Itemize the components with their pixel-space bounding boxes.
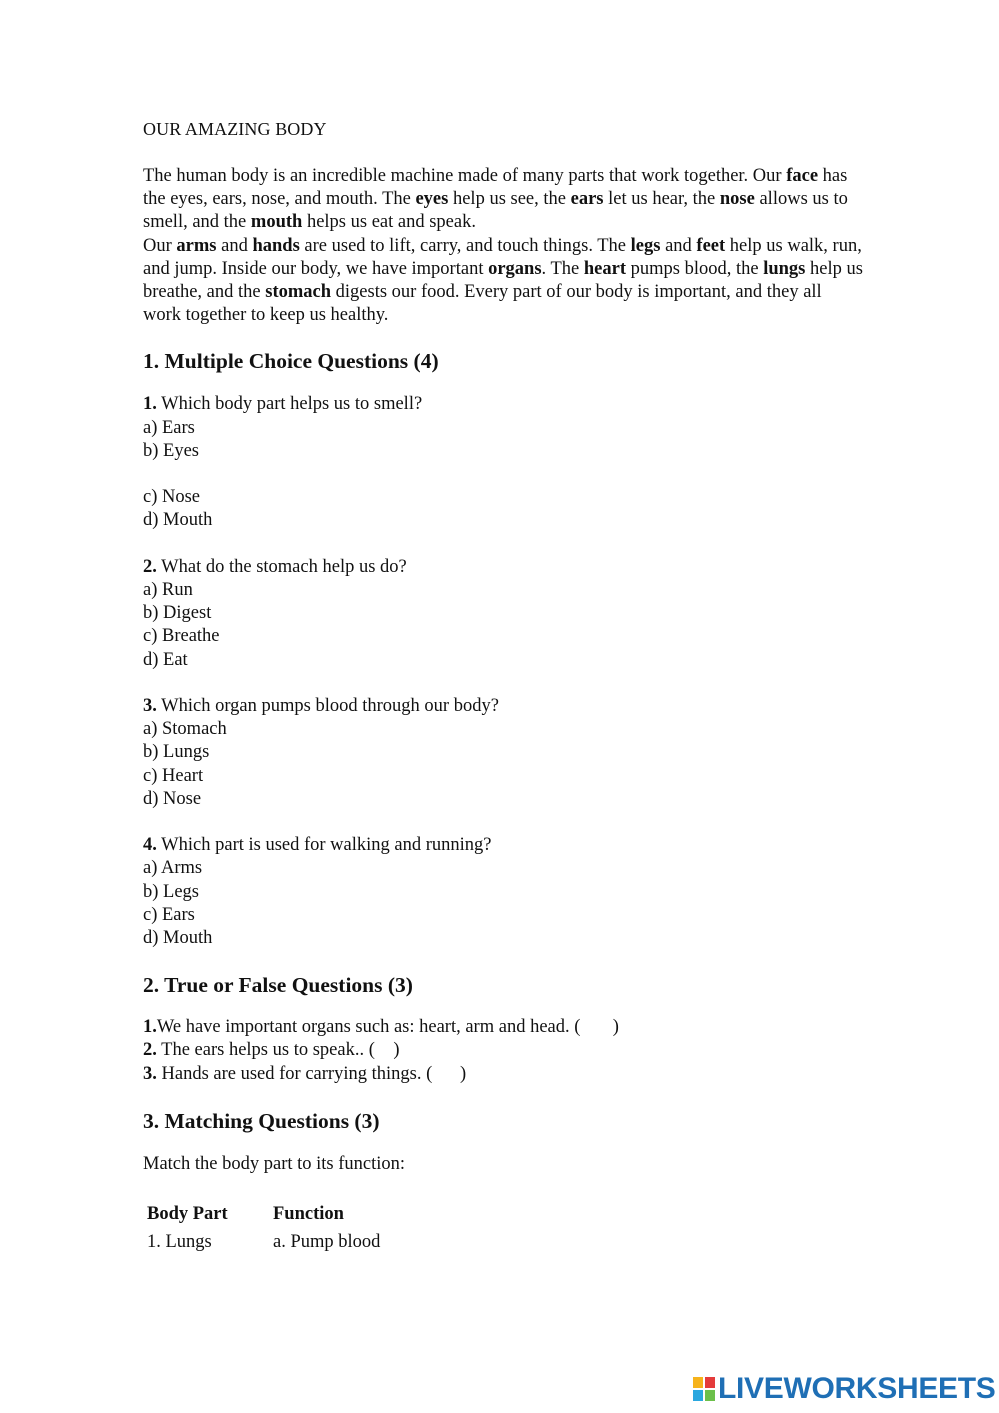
keyword: organs — [488, 258, 542, 279]
question-number: 1. — [143, 394, 157, 415]
item-number: 1. — [143, 1017, 157, 1038]
answer-option-a[interactable]: a) Ears — [143, 417, 195, 438]
spacer — [143, 811, 863, 834]
text-run: helps us eat and speak. — [302, 212, 476, 233]
answer-option-b[interactable]: b) Lungs — [143, 742, 210, 763]
keyword: nose — [719, 189, 755, 210]
liveworksheets-mark-icon — [693, 1377, 715, 1401]
answer-option-c[interactable]: c) Nose — [143, 487, 201, 508]
keyword: feet — [696, 235, 726, 256]
true-false-item-3[interactable] — [143, 1063, 863, 1086]
item-number: 3. — [143, 1063, 157, 1084]
question-text — [143, 393, 863, 416]
matching-instructions: Match the body part to its function: — [143, 1153, 406, 1174]
question-number: 3. — [143, 696, 157, 717]
mcq-list — [143, 393, 863, 950]
true-false-item-1[interactable] — [143, 1016, 863, 1039]
answer-option-a[interactable]: a) Arms — [143, 858, 203, 879]
answer-option-d[interactable]: d) Mouth — [143, 928, 213, 949]
text-run: help us breathe, and the — [143, 258, 863, 303]
section-heading-true-false: 2. True or False Questions (3) — [143, 973, 413, 998]
intro-paragraph-2 — [143, 235, 863, 328]
text-run: digests our food. Every part of our body is important, and they all work together to keep us healthy. — [143, 282, 822, 326]
section-heading-matching: 3. Matching Questions (3) — [143, 1108, 380, 1133]
item-text: We have important organs such as: heart, arm and head. ( ) — [156, 1017, 619, 1038]
liveworksheets-wordmark: LIVEWORKSHEETS — [718, 1372, 996, 1405]
keyword: hands — [252, 235, 300, 256]
keyword: lungs — [763, 258, 806, 279]
liveworksheets-logo — [693, 1373, 996, 1405]
matching-table — [144, 1200, 383, 1256]
keyword: mouth — [250, 212, 303, 233]
text-run: Our — [143, 235, 177, 256]
answer-option-c[interactable]: c) Ears — [143, 904, 195, 925]
text-run: . The — [541, 258, 584, 279]
answer-option-c[interactable]: c) Breathe — [143, 626, 220, 647]
item-text: The ears helps us to speak.. ( ) — [156, 1040, 400, 1061]
answer-option-d[interactable]: d) Eat — [143, 649, 188, 670]
answer-option-b[interactable]: b) Eyes — [143, 440, 199, 461]
worksheet-page — [143, 117, 863, 1256]
header-body-part: Body Part — [147, 1204, 228, 1225]
question-text — [143, 695, 863, 718]
matching-table-header — [144, 1200, 383, 1228]
text-run: has the eyes, ears, nose, and mouth. The — [143, 166, 848, 210]
true-false-item-2[interactable] — [143, 1039, 863, 1062]
section-heading-multiple-choice: 1. Multiple Choice Questions (4) — [143, 349, 439, 374]
header-function: Function — [273, 1204, 344, 1225]
keyword: stomach — [265, 282, 332, 303]
keyword: ears — [570, 189, 604, 210]
mcq-question-1 — [143, 393, 863, 532]
text-run: help us see, the — [448, 189, 571, 210]
keyword: eyes — [415, 189, 449, 210]
answer-option-d[interactable]: d) Nose — [143, 788, 202, 809]
answer-option-b[interactable]: b) Digest — [143, 603, 212, 624]
text-run: are used to lift, carry, and touch things. The — [299, 235, 631, 256]
spacer — [143, 672, 863, 695]
keyword: face — [786, 166, 819, 186]
answer-option-c[interactable]: c) Heart — [143, 765, 204, 786]
answer-option-d[interactable]: d) Mouth — [143, 510, 213, 531]
spacer — [143, 533, 863, 556]
answer-option-a[interactable]: a) Run — [143, 580, 193, 601]
text-run: The human body is an incredible machine made of many parts that work together. Our — [143, 166, 787, 186]
question-number: 4. — [143, 835, 157, 856]
keyword: heart — [583, 258, 626, 279]
body-part-cell[interactable]: 1. Lungs — [147, 1232, 212, 1253]
question-prompt: Which body part helps us to smell? — [156, 394, 423, 415]
text-run: let us hear, the — [603, 189, 720, 210]
intro-paragraph-1 — [143, 165, 863, 235]
function-cell[interactable]: a. Pump blood — [273, 1232, 381, 1253]
question-number: 2. — [143, 556, 157, 577]
question-text — [143, 834, 863, 857]
spacer — [143, 463, 863, 486]
question-text — [143, 556, 863, 579]
mcq-question-4 — [143, 834, 863, 950]
question-prompt: Which part is used for walking and running? — [156, 835, 492, 856]
document-title: OUR AMAZING BODY — [143, 119, 327, 139]
text-run: and — [216, 235, 253, 256]
item-text: Hands are used for carrying things. ( ) — [156, 1063, 467, 1084]
matching-row-1 — [144, 1228, 383, 1256]
true-false-list — [143, 1016, 863, 1086]
text-run: help us walk, run, and jump. Inside our body, we have important — [143, 235, 862, 279]
question-prompt: Which organ pumps blood through our body? — [156, 696, 499, 717]
text-run: and — [660, 235, 697, 256]
item-number: 2. — [143, 1040, 157, 1061]
text-run: allows us to smell, and the — [143, 189, 848, 233]
mcq-question-2 — [143, 556, 863, 672]
text-run: pumps blood, the — [625, 258, 764, 279]
answer-option-a[interactable]: a) Stomach — [143, 719, 227, 740]
keyword: arms — [176, 235, 217, 256]
mcq-question-3 — [143, 695, 863, 811]
question-prompt: What do the stomach help us do? — [156, 556, 407, 577]
answer-option-b[interactable]: b) Legs — [143, 881, 199, 902]
keyword: legs — [630, 235, 661, 256]
